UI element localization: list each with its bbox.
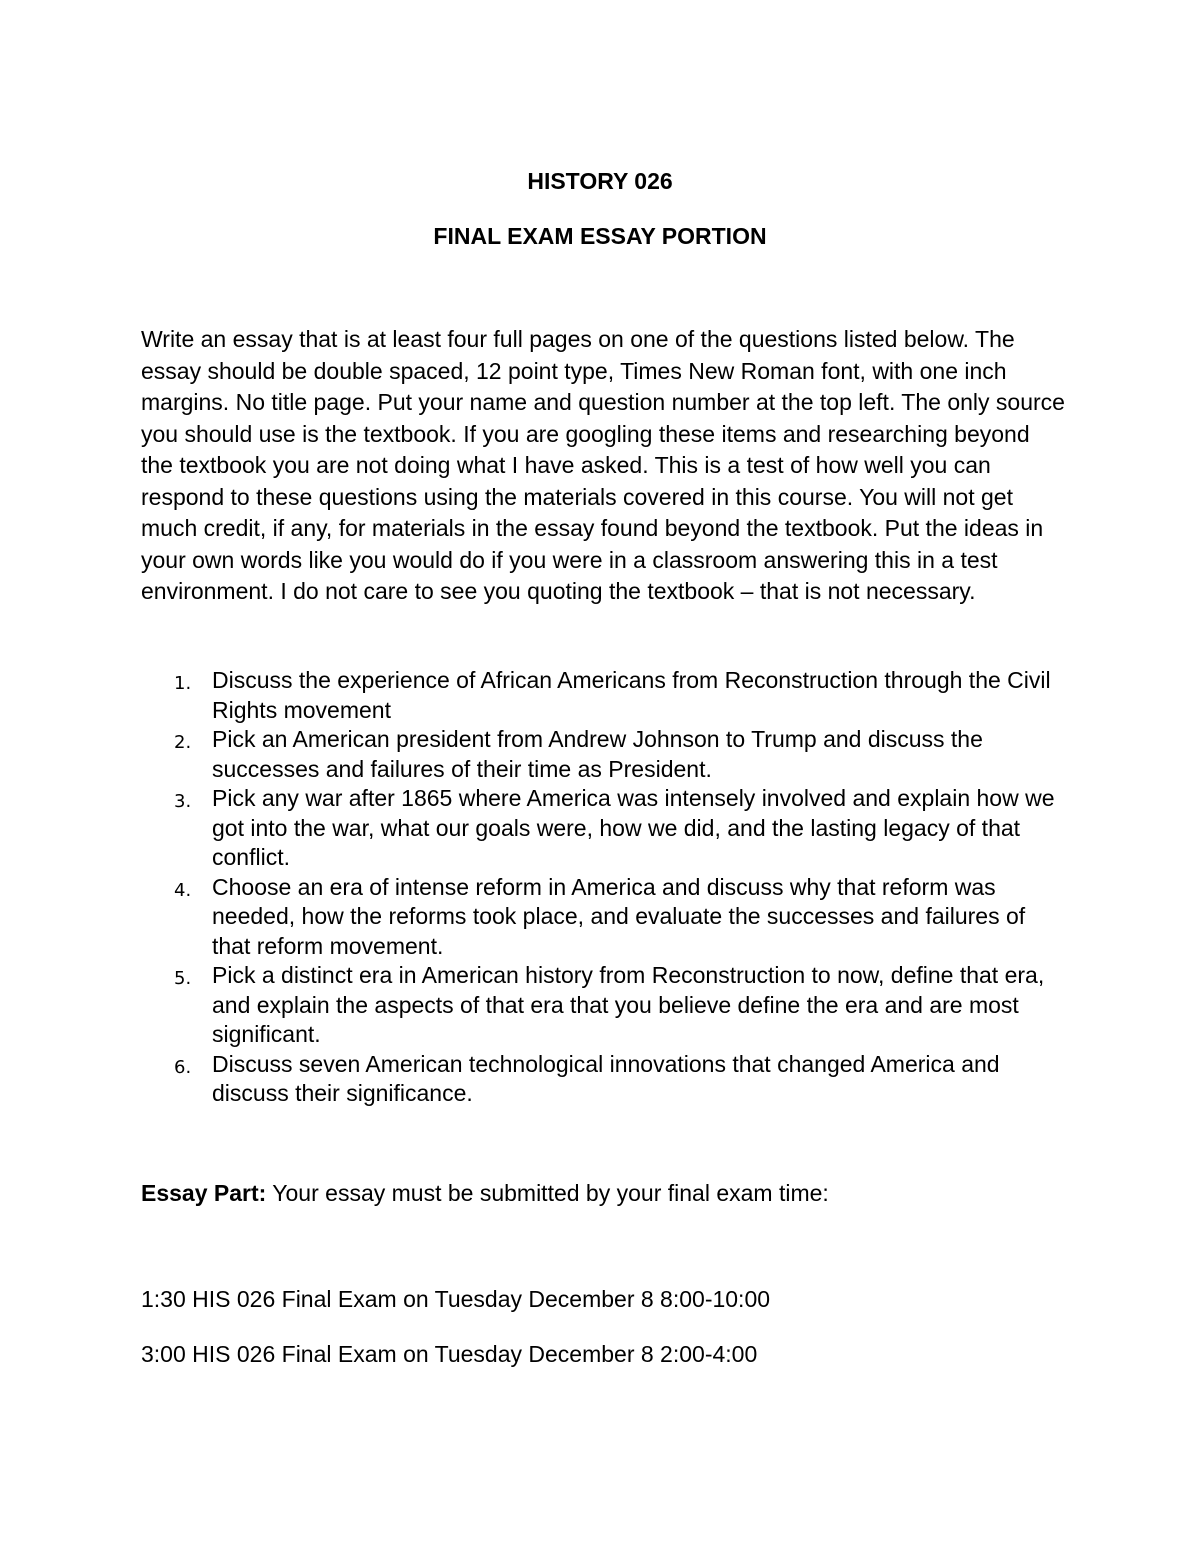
question-number: 6. xyxy=(174,1056,192,1078)
document-title: HISTORY 026 xyxy=(527,168,673,194)
question-text: Pick any war after 1865 where America was intensely involved and explain how we got into the war, what our goals were, how we did, and the lasting legacy of that conflict. xyxy=(212,785,1055,870)
document-subtitle: FINAL EXAM ESSAY PORTION xyxy=(433,223,767,249)
question-number: 5. xyxy=(174,968,192,989)
question-item xyxy=(141,873,1066,962)
question-text: Discuss the experience of African Americans from Reconstruction through the Civil Rights movement xyxy=(212,667,1051,723)
instructions-paragraph: Write an essay that is at least four full pages on one of the questions listed below. The essay should be double spaced, 12 point type, Times New Roman font, with one inch margins. No title page. Put your name and question number at the top left. The only source you should use is the textbook. If you are googling these items and researching beyond the textbook you are not doing what I have asked. This is a test of how well you can respond to these questions using the materials covered in this course. You will not get much credit, if any, for materials in the essay found beyond the textbook. Put the ideas in your own words like you would do if you were in a classroom answering this in a test environment. I do not care to see you quoting the textbook – that is not necessary. xyxy=(141,326,1065,604)
question-list xyxy=(141,666,1066,1109)
question-number: 1. xyxy=(174,673,192,694)
question-number: 2. xyxy=(174,732,192,753)
question-number: 3. xyxy=(174,791,192,812)
exam-schedule-line: 3:00 HIS 026 Final Exam on Tuesday December 8 2:00-4:00 xyxy=(141,1341,758,1367)
question-text: Choose an era of intense reform in America and discuss why that reform was needed, how the reforms took place, and evaluate the successes and failures of that reform movement. xyxy=(212,873,1026,959)
question-item xyxy=(141,784,1066,873)
question-item xyxy=(141,1050,1066,1109)
question-number: 4. xyxy=(174,879,192,901)
question-text: Pick a distinct era in American history from Reconstruction to now, define that era, and explain the aspects of that era that you believe define the era and are most significant. xyxy=(212,962,1045,1047)
question-text: Pick an American president from Andrew Johnson to Trump and discuss the successes and failures of their time as President. xyxy=(212,726,983,782)
question-item xyxy=(141,961,1066,1050)
essay-part-label: Essay Part: xyxy=(141,1180,267,1206)
question-text: Discuss seven American technological innovations that changed America and discuss their significance. xyxy=(212,1050,1000,1106)
question-item xyxy=(141,666,1066,725)
exam-schedule-line: 1:30 HIS 026 Final Exam on Tuesday December 8 8:00-10:00 xyxy=(141,1286,771,1312)
essay-part-paragraph xyxy=(141,1178,1066,1208)
essay-part-text: Your essay must be submitted by your final exam time: xyxy=(266,1180,829,1206)
question-item xyxy=(141,725,1066,784)
